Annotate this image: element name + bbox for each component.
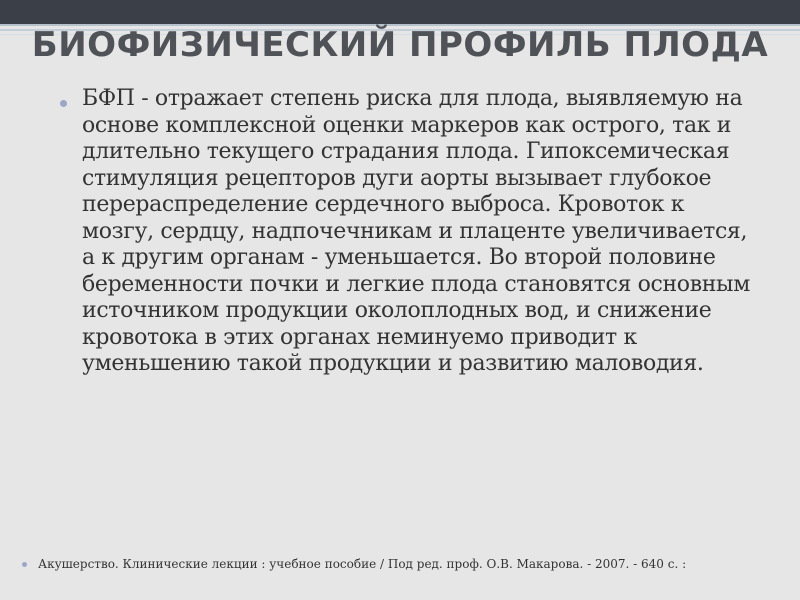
footnote-text: Акушерство. Клинические лекции : учебное пособие / Под ред. проф. О.В. Макарова. - 2007. - 640 с. : — [38, 557, 687, 571]
footnote — [20, 556, 780, 572]
bullet-dot-icon — [60, 100, 67, 107]
bullet-dot-icon — [22, 562, 27, 567]
bullet-item — [60, 86, 750, 378]
slide-content — [60, 86, 750, 378]
footnote-item — [20, 556, 780, 572]
bullet-text: БФП - отражает степень риска для плода, выявляемую на основе комплексной оценки маркеров как острого, так и длительно текущего страдания плода. Гипоксемическая стимуляция рецепторов дуги аорты вызывает глубокое перераспределение сердечного выброса. Кровоток к мозгу, сердцу, надпочечникам и плаценте увеличивается, а к другим органам - уменьшается. Во второй половине беременности почки и легкие плода становятся основным источником продукции околоплодных вод, и снижение кровотока в этих органах неминуемо приводит к уменьшению такой продукции и развитию маловодия. — [82, 86, 750, 376]
slide-title: БИОФИЗИЧЕСКИЙ ПРОФИЛЬ ПЛОДА — [31, 25, 769, 65]
